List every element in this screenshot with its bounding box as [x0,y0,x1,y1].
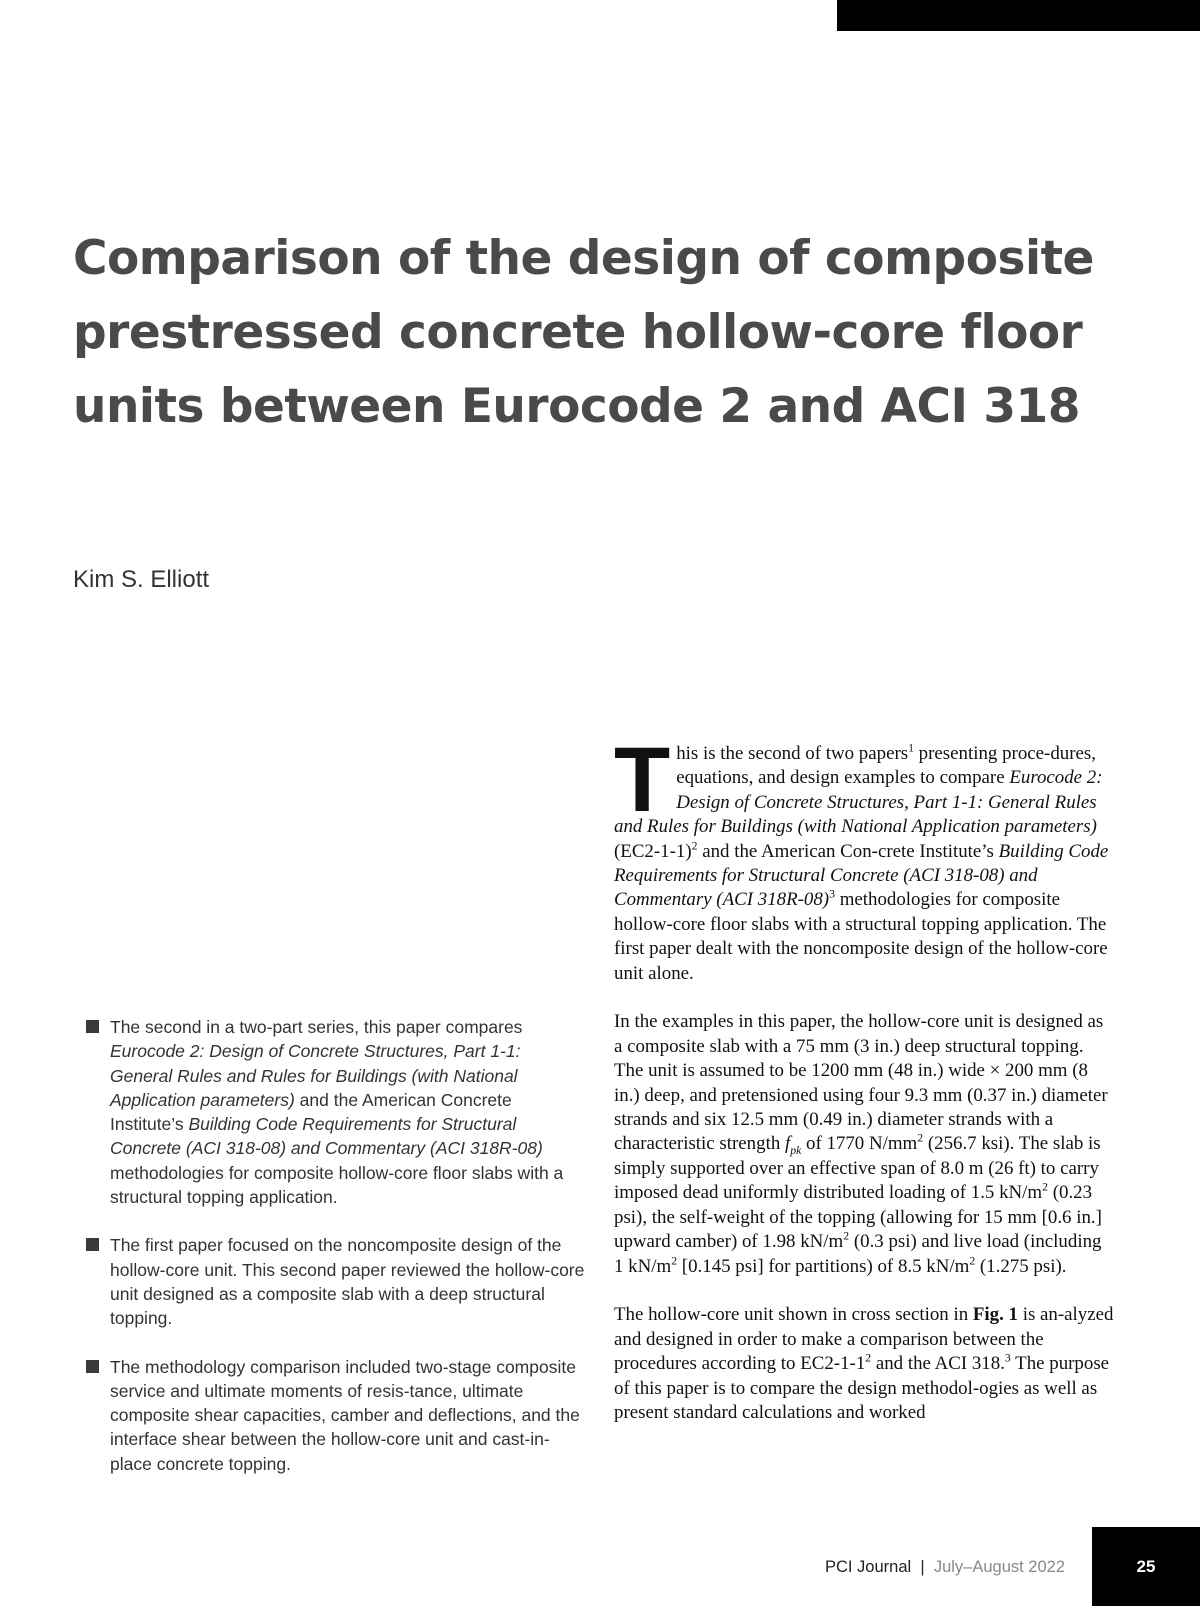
reference-superscript: 2 [671,1254,678,1268]
bullet-square-icon [86,1360,99,1373]
footer [825,1558,1065,1577]
text-segment: In the examples in this paper, the hollow-core unit is designed as a composite slab with a 75 mm (3 in.) deep structural topping. The unit is assumed to be 1200 mm (48 in.) wide × 200 mm (8 in.) deep, and pretensioned using four 9.3 mm (0.37 in.) diameter strands and six 12.5 mm (0.49 in.) diameter strands with a characteristic strength [614,1011,1108,1155]
text-segment: pk [790,1144,802,1158]
footer-separator: | [911,1558,934,1576]
text-segment: Building Code Requirements for Structural Concrete (ACI 318-08) and Commentary (ACI 318R-08) [614,840,1109,911]
text-segment: presenting proce-dures, equations, and design examples to compare [676,743,1096,789]
bullet-square-icon [86,1020,99,1033]
text-segment: (EC2-1-1) [614,840,692,862]
text-segment: The second in a two-part series, this paper compares [110,1017,523,1037]
bullet-item [86,1233,586,1330]
text-segment: The purpose of this paper is to compare the design methodol-ogies as well as present standard calculations and worked [614,1353,1110,1423]
reference-superscript: 2 [865,1351,872,1365]
body-paragraph [614,729,1114,986]
text-segment: Eurocode 2: Design of Concrete Structures, Part 1-1: General Rules and Rules for Buildings (with National Application parameters) [110,1041,521,1110]
text-segment: f [784,1133,791,1155]
text-segment: of 1770 N/mm [801,1133,918,1155]
header-bar [837,0,1200,31]
article-body [614,729,1114,1450]
text-segment: and the American Concrete Institute’s [110,1089,512,1135]
text-segment: Building Code Requirements for Structural Concrete (ACI 318-08) and Commentary (ACI 318R-08) [110,1114,543,1159]
bullet-item [86,1015,586,1209]
text-segment: The first paper focused on the noncomposite design of the hollow-core unit. This second paper reviewed the hollow-core unit designed as a composite slab with a deep structural topping. [110,1235,585,1329]
reference-superscript: 2 [969,1254,976,1268]
text-segment: (1.275 psi). [975,1255,1067,1277]
reference-superscript: 1 [908,741,914,755]
text-segment: [0.145 psi] for partitions) of 8.5 kN/m [677,1255,970,1277]
issue-date: July–August 2022 [933,1558,1065,1576]
reference-superscript: 3 [1004,1351,1011,1365]
text-segment: methodologies for composite hollow-core floor slabs with a structural topping application. The first paper dealt with the noncomposite design of the hollow-core unit alone. [614,889,1108,984]
reference-superscript: 2 [843,1229,850,1243]
text-segment: (0.23 psi), the self-weight of the topping (allowing for 15 mm [0.6 in.] upward camber) of 1.98 kN/m [614,1182,1102,1253]
reference-superscript: 2 [691,839,698,853]
text-segment: The methodology comparison included two-stage composite service and ultimate moments of resis-tance, ultimate composite shear capacities, camber and deflections, and the interface shear between the hollow-core unit and cast-in-place concrete topping. [110,1356,580,1474]
bullet-item [86,1355,586,1476]
reference-superscript: 2 [917,1132,924,1146]
text-segment: The hollow-core unit shown in cross section in [614,1304,973,1326]
text-segment: and the American Con-crete Institute’s [697,840,999,862]
summary-bullets [86,1015,586,1500]
text-segment: his is the second of two papers [676,743,909,764]
journal-name: PCI Journal [824,1558,912,1576]
body-paragraph [614,1010,1114,1278]
title-line: Comparison of the design of composite [73,231,1094,286]
text-segment: Eurocode 2: Design of Concrete Structures, Part 1-1: General Rules and Rules for Buildings (with National Application parameters) [614,767,1103,838]
author-name: Kim S. Elliott [73,566,210,593]
drop-cap: T [614,729,671,831]
text-segment: methodologies for composite hollow-core floor slabs with a structural topping application. [110,1162,564,1208]
reference-superscript: 2 [1042,1181,1048,1194]
text-segment: is an-alyzed and designed in order to make a comparison between the procedures according to EC2-1-1 [614,1304,1114,1375]
bullet-square-icon [86,1238,99,1251]
text-segment: (256.7 ksi). The slab is simply supported over an effective span of 8.0 m (26 ft) to carry imposed dead uniformly distributed loading of 1.5 kN/m [614,1133,1101,1204]
page-number: 25 [1136,1556,1156,1576]
paper-title [73,222,1153,444]
text-segment: (0.3 psi) and live load (including 1 kN/m [614,1231,1102,1277]
figure-reference: Fig. 1 [972,1304,1018,1326]
title-line: units between Eurocode 2 and ACI 318 [73,379,1080,434]
page-number-box [1092,1527,1200,1606]
reference-superscript: 3 [829,888,835,902]
title-line: prestressed concrete hollow-core floor [73,305,1083,360]
text-segment: and the ACI 318. [871,1353,1005,1375]
body-paragraph [614,1303,1114,1425]
